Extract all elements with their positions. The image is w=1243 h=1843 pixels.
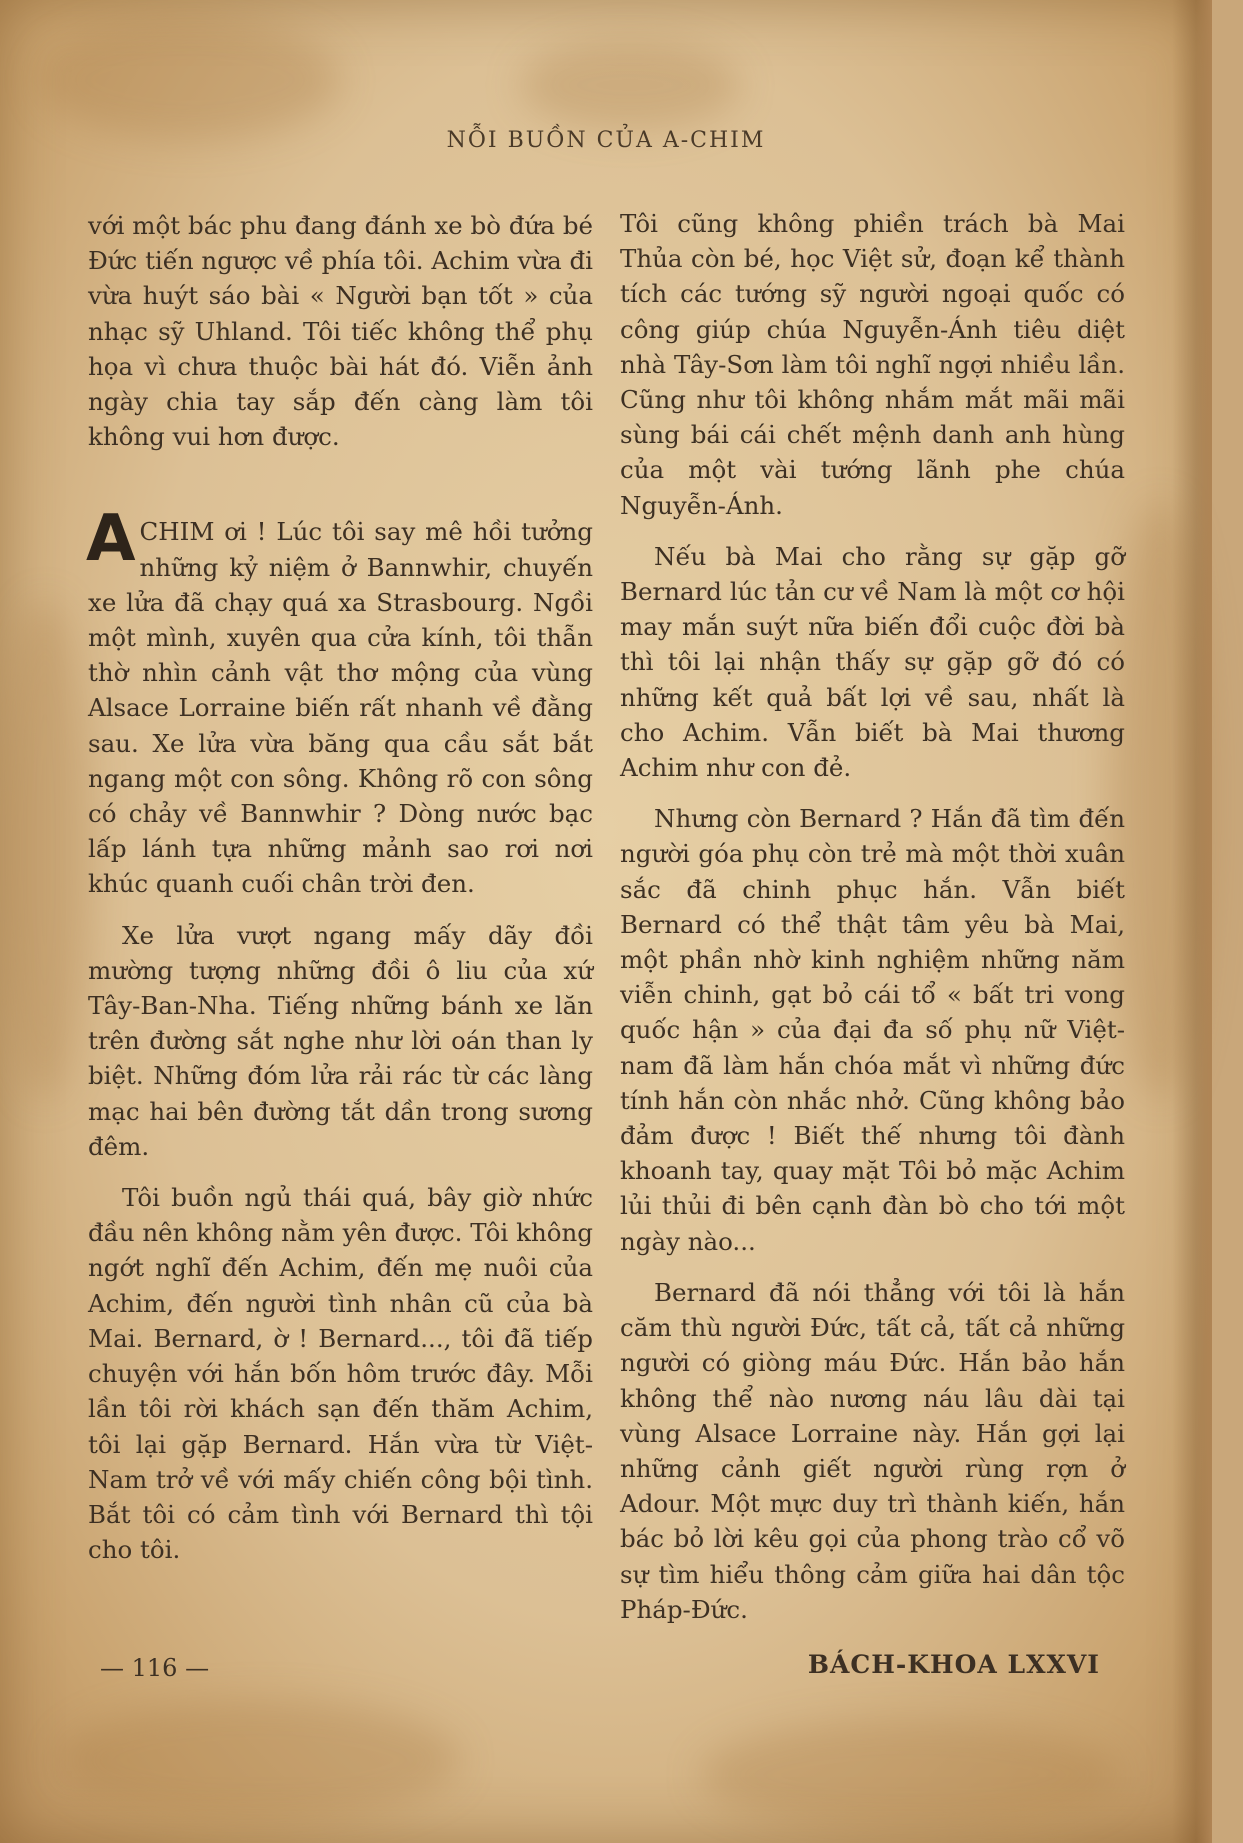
paragraph: Xe lửa vượt ngang mấy dãy đồi mường tượng những đồi ô liu của xứ Tây-Ban-Nha. Tiếng những bánh xe lăn trên đường sắt nghe như lời oán than ly biệt. Những đóm lửa rải rác từ các làng mạc hai bên đường tắt dần trong sương đêm. — [88, 920, 593, 1161]
paragraph-text: CHIM ơi ! Lúc tôi say mê hồi tưởng những kỷ niệm ở Bannwhir, chuyến xe lửa đã chạy quá xa Strasbourg. Ngồi một mình, xuyên qua cửa kính, tôi thẫn thờ nhìn cảnh vật thơ mộng của vùng Alsace Lorraine biến rất nhanh về đằng sau. Xe lửa vừa băng qua cầu sắt bắt ngang một con sông. Không rõ con sông có chảy về Bannwhir ? Dòng nước bạc lấp lánh tựa những mảnh sao rơi nơi khúc quanh cuối chân trời đen. — [88, 517, 593, 899]
section-start-paragraph — [86, 502, 593, 901]
paragraph: Tôi buồn ngủ thái quá, bây giờ nhức đầu nên không nằm yên được. Tôi không ngớt nghĩ đến Achim, đến mẹ nuôi của Achim, đến người tình nhân cũ của bà Mai. Bernard, ờ ! Bernard..., tôi đã tiếp chuyện với hắn bốn hôm trước đây. Mỗi lần tôi rời khách sạn đến thăm Achim, tôi lại gặp Bernard. Hắn vừa từ Việt-Nam trở về với mấy chiến công bội tình. Bắt tôi có cảm tình với Bernard thì tội cho tôi. — [88, 1183, 593, 1565]
drop-cap: A — [86, 502, 136, 577]
right-column — [620, 206, 1125, 1643]
paragraph: với một bác phu đang đánh xe bò đứa bé Đức tiến ngược về phía tôi. Achim vừa đi vừa huýt sáo bài « Người bạn tốt » của nhạc sỹ Uhland. Tôi tiếc không thể phụ họa vì chưa thuộc bài hát đó. Viễn ảnh ngày chia tay sắp đến càng làm tôi không vui hơn được. — [88, 211, 593, 452]
paragraph: Nếu bà Mai cho rằng sự gặp gỡ Bernard lúc tản cư về Nam là một cơ hội may mắn suýt nữa biến đổi cuộc đời bà thì tôi lại nhận thấy sự gặp gỡ đó có những kết quả bất lợi về sau, nhất là cho Achim. Vẫn biết bà Mai thương Achim như con đẻ. — [620, 541, 1125, 783]
paragraph: Tôi cũng không phiền trách bà Mai Thủa còn bé, học Việt sử, đoạn kể thành tích các tướng sỹ người ngoại quốc có công giúp chúa Nguyễn-Ánh tiêu diệt nhà Tây-Sơn làm tôi nghĩ ngợi nhiều lần. Cũng như tôi không nhắm mắt mãi mãi sùng bái cái chết mệnh danh anh hùng của một vài tướng lãnh phe chúa Nguyễn-Ánh. — [620, 209, 1125, 520]
paragraph: Nhưng còn Bernard ? Hắn đã tìm đến người góa phụ còn trẻ mà một thời xuân sắc đã chinh phục hắn. Vẫn biết Bernard có thể thật tâm yêu bà Mai, một phần nhờ kinh nghiệm những năm viễn chinh, gạt bỏ cái tổ « bất tri vong quốc hận » của đại đa số phụ nữ Việt-nam đã làm hắn chóa mắt vì những đức tính hắn còn nhắc nhở. Cũng không bảo đảm được ! Biết thế nhưng tôi đành khoanh tay, quay mặt Tôi bỏ mặc Achim lủi thủi đi bên cạnh đàn bò cho tới một ngày nào... — [620, 804, 1125, 1256]
paragraph: Bernard đã nói thẳng với tôi là hắn căm thù người Đức, tất cả, tất cả những người có giòng máu Đức. Hắn bảo hắn không thể nào nương náu lâu dài tại vùng Alsace Lorraine này. Hắn gợi lại những cảnh giết người rùng rợn ở Adour. Một mực duy trì thành kiến, hắn bác bỏ lời kêu gọi của phong trào cổ võ sự tìm hiểu thông cảm giữa hai dân tộc Pháp-Đức. — [620, 1277, 1125, 1624]
page-edge — [1172, 0, 1212, 1843]
left-column — [88, 208, 593, 1583]
page-number: — 116 — — [100, 1654, 210, 1682]
journal-name: BÁCH-KHOA LXXVI — [807, 1650, 1100, 1679]
running-title: NỖI BUỒN CỦA A-CHIM — [446, 128, 766, 153]
